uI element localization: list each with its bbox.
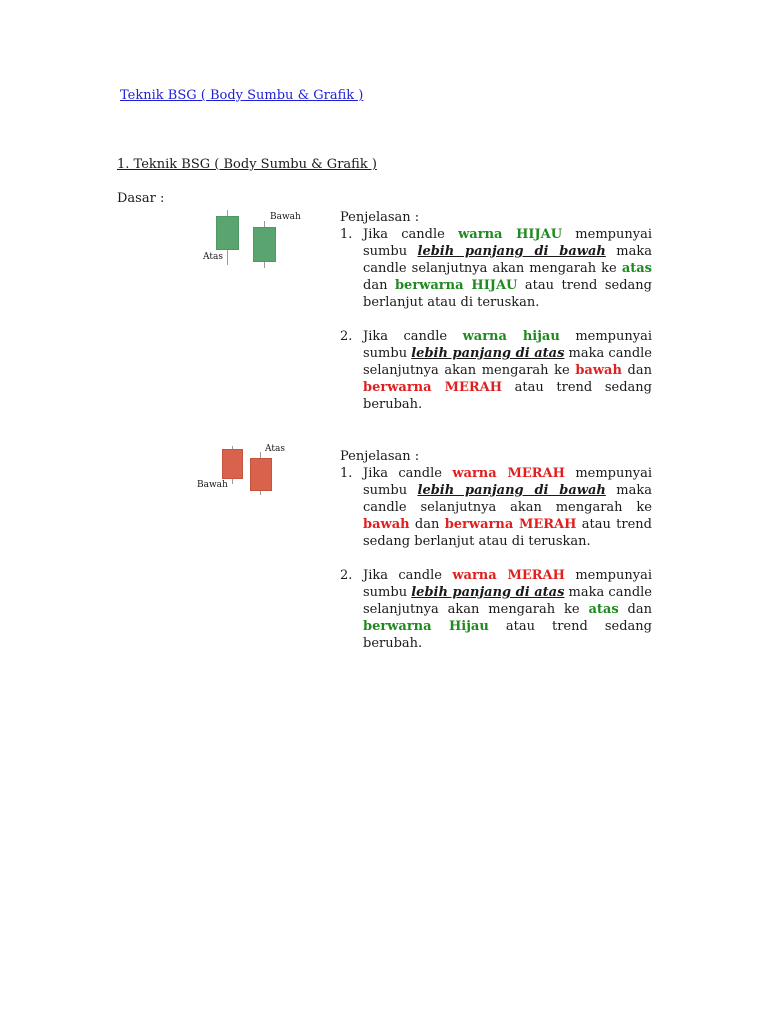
red-candle-1-body bbox=[222, 449, 243, 479]
text: mempunyai sumbu bbox=[363, 466, 652, 498]
red-candle-2-body bbox=[250, 458, 272, 491]
text: maka candle selanjutnya akan mengarah ke bbox=[363, 483, 653, 515]
title-link[interactable]: Teknik BSG ( Body Sumbu & Grafik ) bbox=[120, 88, 364, 103]
highlight: atas bbox=[588, 602, 619, 617]
green-label-top: Bawah bbox=[270, 212, 301, 222]
text: dan bbox=[621, 363, 652, 378]
highlight: bawah bbox=[363, 517, 410, 532]
block1-item-1 bbox=[340, 226, 652, 311]
block2-item-2 bbox=[340, 567, 652, 652]
highlight: berwarna Hijau bbox=[363, 619, 489, 634]
text: mempunyai sumbu bbox=[363, 568, 652, 600]
text: atau trend sedang berubah. bbox=[363, 380, 652, 412]
highlight: berwarna HIJAU bbox=[394, 278, 518, 293]
block2-item-2-num: 2. bbox=[340, 568, 353, 583]
block1-heading: Penjelasan : bbox=[340, 210, 420, 225]
green-candle-diagram bbox=[195, 205, 315, 275]
text: dan bbox=[409, 517, 445, 532]
block1-item-2-num: 2. bbox=[340, 329, 353, 344]
text: mempunyai sumbu bbox=[363, 227, 652, 259]
text: Jika candle bbox=[363, 329, 463, 344]
emphasis: lebih panjang di bawah bbox=[417, 244, 606, 259]
green-candle-2-body bbox=[253, 227, 276, 262]
dasar-label: Dasar : bbox=[117, 191, 165, 206]
block2-item-1 bbox=[340, 465, 652, 550]
text: Jika candle bbox=[363, 466, 453, 481]
highlight: warna MERAH bbox=[452, 568, 565, 583]
emphasis: lebih panjang di bawah bbox=[417, 483, 606, 498]
red-candle-diagram bbox=[190, 440, 300, 500]
explanation-block-2 bbox=[340, 448, 652, 652]
highlight: warna HIJAU bbox=[458, 227, 563, 242]
text: atau trend sedang berlanjut atau di teruskan. bbox=[363, 517, 652, 549]
highlight: warna hijau bbox=[462, 329, 560, 344]
highlight: berwarna MERAH bbox=[363, 380, 503, 395]
explanation-block-1 bbox=[340, 209, 652, 413]
emphasis: lebih panjang di atas bbox=[411, 585, 565, 600]
text: maka candle selanjutnya akan mengarah ke bbox=[363, 244, 653, 276]
block1-item-1-num: 1. bbox=[340, 227, 353, 242]
text: maka candle selanjutnya akan mengarah ke bbox=[363, 585, 652, 617]
block2-item-1-num: 1. bbox=[340, 466, 353, 481]
emphasis: lebih panjang di atas bbox=[411, 346, 565, 361]
green-label-bottom: Atas bbox=[203, 252, 223, 262]
red-label-top: Atas bbox=[265, 444, 285, 454]
text: atau trend sedang berubah. bbox=[363, 619, 653, 651]
text: mempunyai sumbu bbox=[363, 329, 652, 361]
text: Jika candle bbox=[363, 227, 459, 242]
highlight: bawah bbox=[575, 363, 622, 378]
block2-heading: Penjelasan : bbox=[340, 449, 420, 464]
red-label-bottom: Bawah bbox=[197, 480, 228, 490]
text: maka candle selanjutnya akan mengarah ke bbox=[363, 346, 652, 378]
text: Jika candle bbox=[363, 568, 453, 583]
green-candle-1-body bbox=[216, 216, 239, 250]
highlight: berwarna MERAH bbox=[444, 517, 577, 532]
highlight: atas bbox=[621, 261, 652, 276]
highlight: warna MERAH bbox=[452, 466, 565, 481]
text: dan bbox=[618, 602, 653, 617]
section-heading: 1. Teknik BSG ( Body Sumbu & Grafik ) bbox=[117, 157, 377, 172]
text: dan bbox=[363, 278, 395, 293]
block1-item-2 bbox=[340, 328, 652, 413]
text: atau trend sedang berlanjut atau di teruskan. bbox=[363, 278, 652, 310]
